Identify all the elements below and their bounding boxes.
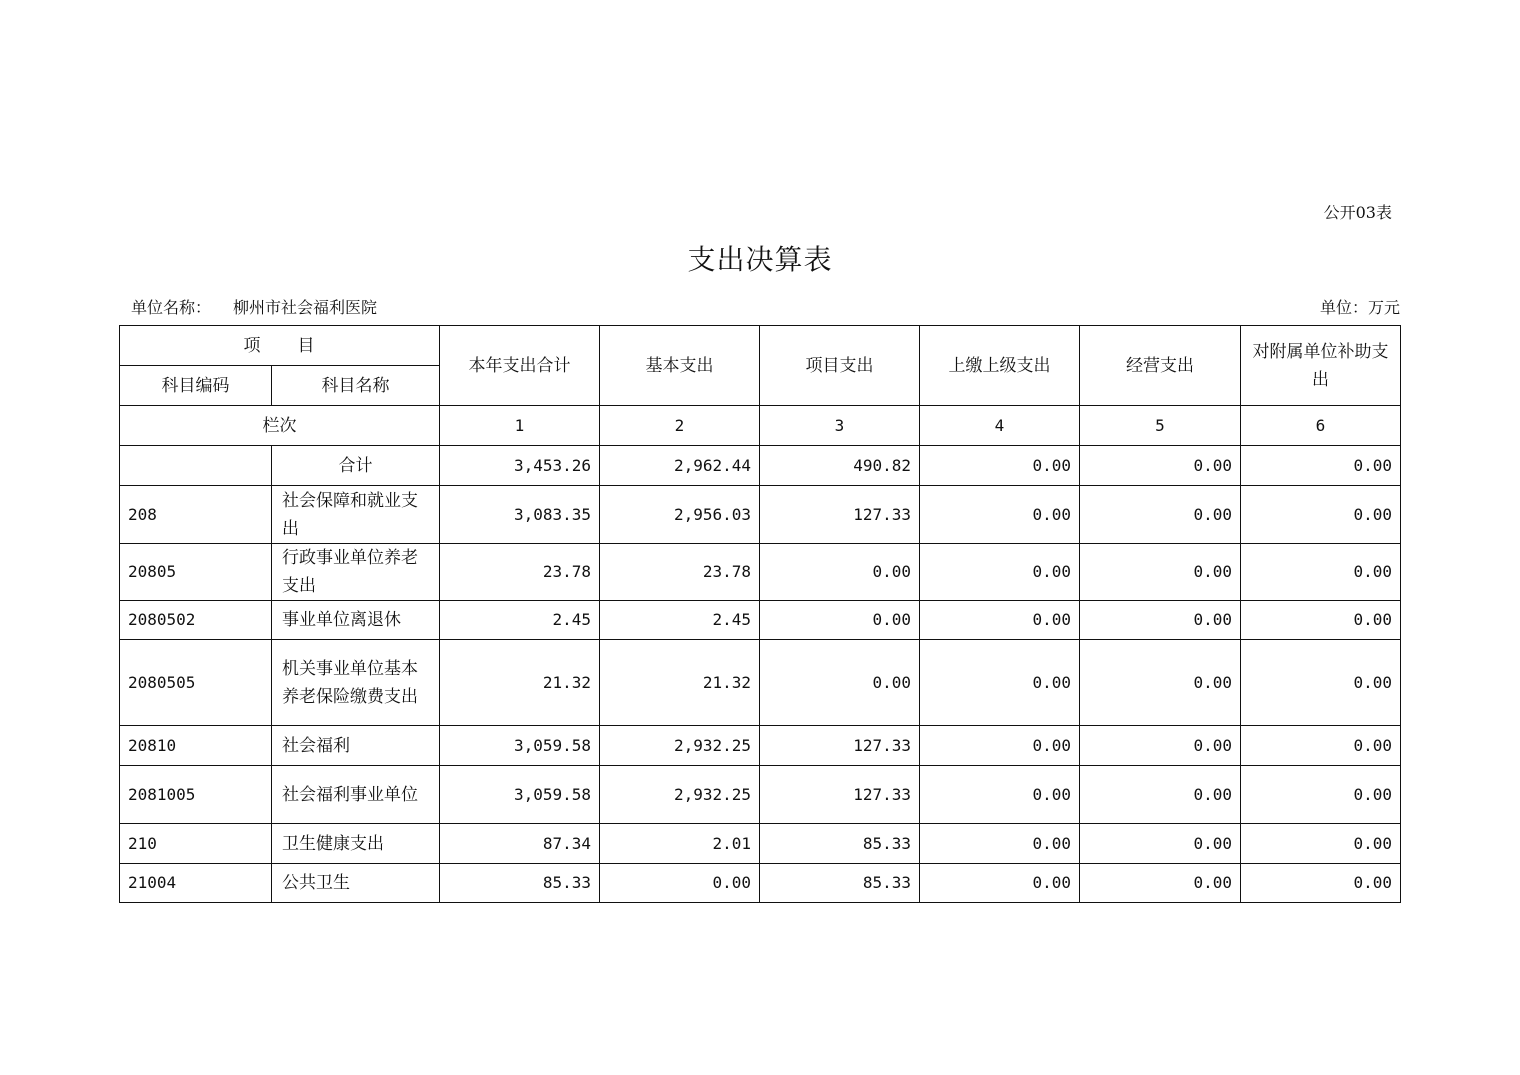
expenditure-table [119, 325, 1401, 903]
row-value: 0.00 [1241, 726, 1401, 766]
row-value: 3,059.58 [440, 766, 600, 824]
row-value: 0.00 [920, 486, 1080, 544]
row-value: 2.01 [600, 824, 760, 864]
row-value: 3,083.35 [440, 486, 600, 544]
table-row [120, 864, 1401, 903]
column-number-1: 1 [440, 406, 600, 446]
row-value: 85.33 [760, 864, 920, 903]
row-value: 23.78 [600, 544, 760, 601]
table-row [120, 766, 1401, 824]
table-row [120, 601, 1401, 640]
page-title: 支出决算表 [687, 243, 833, 276]
row-name: 事业单位离退休 [272, 601, 440, 640]
row-value: 2,956.03 [600, 486, 760, 544]
header-col-2: 基本支出 [600, 326, 760, 406]
row-code: 20810 [120, 726, 272, 766]
total-value-6: 0.00 [1241, 446, 1401, 486]
column-number-3: 3 [760, 406, 920, 446]
row-value: 0.00 [1080, 544, 1241, 601]
header-item: 项 目 [120, 326, 440, 366]
row-value: 0.00 [1080, 824, 1241, 864]
row-value: 0.00 [760, 544, 920, 601]
row-value: 0.00 [1080, 486, 1241, 544]
row-code: 20805 [120, 544, 272, 601]
total-value-5: 0.00 [1080, 446, 1241, 486]
row-code: 21004 [120, 864, 272, 903]
total-value-3: 490.82 [760, 446, 920, 486]
row-code: 2080502 [120, 601, 272, 640]
row-value: 2.45 [600, 601, 760, 640]
row-value: 0.00 [1241, 824, 1401, 864]
table-row [120, 824, 1401, 864]
row-value: 0.00 [920, 726, 1080, 766]
row-name: 机关事业单位基本养老保险缴费支出 [272, 640, 440, 726]
row-value: 127.33 [760, 486, 920, 544]
row-value: 0.00 [1241, 544, 1401, 601]
table-row [120, 640, 1401, 726]
row-value: 87.34 [440, 824, 600, 864]
column-number-5: 5 [1080, 406, 1241, 446]
row-value: 0.00 [1080, 640, 1241, 726]
column-number-4: 4 [920, 406, 1080, 446]
table-row [120, 726, 1401, 766]
row-value: 0.00 [1241, 601, 1401, 640]
organization-info [131, 295, 377, 318]
org-label: 单位名称： [131, 298, 212, 317]
header-col-3: 项目支出 [760, 326, 920, 406]
row-name: 行政事业单位养老支出 [272, 544, 440, 601]
row-value: 0.00 [920, 824, 1080, 864]
table-row [120, 486, 1401, 544]
row-name: 卫生健康支出 [272, 824, 440, 864]
table-body [120, 446, 1401, 903]
row-value: 127.33 [760, 766, 920, 824]
total-value-4: 0.00 [920, 446, 1080, 486]
row-value: 2.45 [440, 601, 600, 640]
row-code: 2081005 [120, 766, 272, 824]
row-value: 0.00 [920, 864, 1080, 903]
row-value: 21.32 [440, 640, 600, 726]
row-value: 0.00 [920, 766, 1080, 824]
row-name: 社会福利 [272, 726, 440, 766]
row-value: 0.00 [920, 640, 1080, 726]
column-number-6: 6 [1241, 406, 1401, 446]
total-code [120, 446, 272, 486]
row-name: 社会福利事业单位 [272, 766, 440, 824]
row-value: 0.00 [760, 640, 920, 726]
row-name: 公共卫生 [272, 864, 440, 903]
total-value-2: 2,962.44 [600, 446, 760, 486]
row-value: 3,059.58 [440, 726, 600, 766]
row-value: 127.33 [760, 726, 920, 766]
row-value: 2,932.25 [600, 726, 760, 766]
row-value: 23.78 [440, 544, 600, 601]
row-code: 208 [120, 486, 272, 544]
row-value: 0.00 [920, 601, 1080, 640]
column-number-2: 2 [600, 406, 760, 446]
row-value: 0.00 [1080, 601, 1241, 640]
header-row-label: 栏次 [120, 406, 440, 446]
row-value: 0.00 [920, 544, 1080, 601]
row-code: 2080505 [120, 640, 272, 726]
header-col-4: 上缴上级支出 [920, 326, 1080, 406]
row-value: 0.00 [1080, 766, 1241, 824]
row-value: 0.00 [760, 601, 920, 640]
row-code: 210 [120, 824, 272, 864]
row-value: 0.00 [1080, 726, 1241, 766]
header-col-5: 经营支出 [1080, 326, 1241, 406]
row-value: 0.00 [1241, 640, 1401, 726]
table-header [120, 326, 1401, 446]
header-col-6: 对附属单位补助支出 [1241, 326, 1401, 406]
table-row [120, 544, 1401, 601]
total-row [120, 446, 1401, 486]
row-value: 85.33 [440, 864, 600, 903]
total-value-1: 3,453.26 [440, 446, 600, 486]
row-value: 0.00 [1080, 864, 1241, 903]
header-col-1: 本年支出合计 [440, 326, 600, 406]
row-value: 0.00 [1241, 486, 1401, 544]
header-code: 科目编码 [120, 366, 272, 406]
header-name: 科目名称 [272, 366, 440, 406]
row-value: 0.00 [1241, 864, 1401, 903]
row-name: 社会保障和就业支出 [272, 486, 440, 544]
row-value: 2,932.25 [600, 766, 760, 824]
currency-unit: 单位：万元 [1319, 298, 1400, 317]
org-name: 柳州市社会福利医院 [233, 298, 378, 317]
row-value: 0.00 [600, 864, 760, 903]
total-label: 合计 [272, 446, 440, 486]
form-number: 公开03表 [1323, 203, 1392, 222]
row-value: 21.32 [600, 640, 760, 726]
row-value: 0.00 [1241, 766, 1401, 824]
row-value: 85.33 [760, 824, 920, 864]
